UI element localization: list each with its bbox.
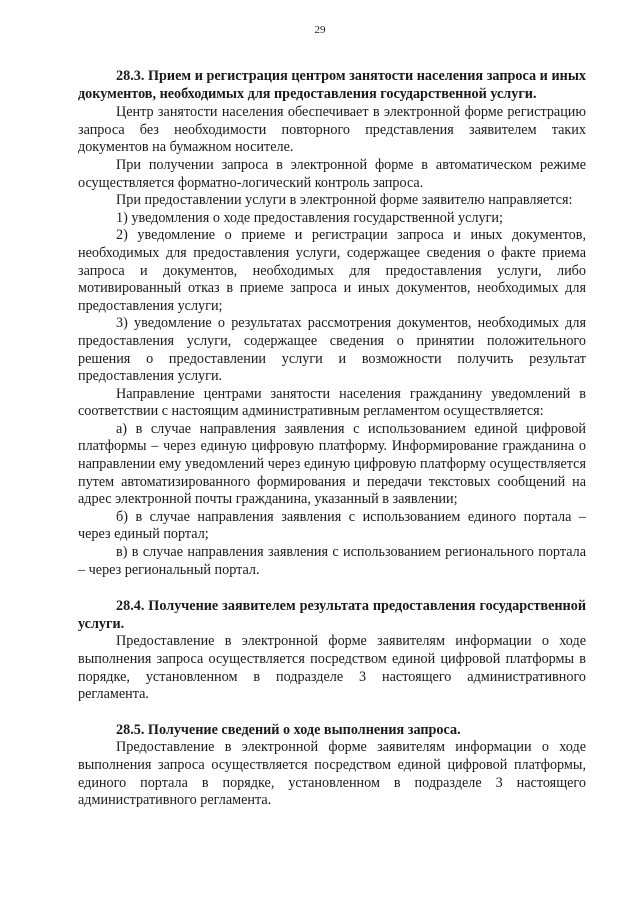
paragraph: При предоставлении услуги в электронной форме заявителю направляется:	[116, 192, 573, 209]
list-item: 2) уведомление о приеме и регистрации запроса и иных документов, необходимых для предоставления услуги, содержащее сведения о факте приема запроса и документов, необходимых для предоставления услуги, либо мотивированный отказ в приеме запроса и иных документов, необходимых для предоставления услуги;	[78, 227, 586, 314]
document-body	[78, 68, 586, 810]
paragraph: Направление центрами занятости населения гражданину уведомлений в соответствии с настоящим административным регламентом осуществляется:	[78, 385, 586, 420]
paragraph: Предоставление в электронной форме заявителям информации о ходе выполнения запроса осуществляется посредством единой цифровой платформы, единого портала в порядке, установленном в подразделе 3 настоящего административного регламента.	[78, 739, 586, 809]
section-28-3	[78, 68, 586, 579]
section-28-4	[78, 598, 586, 704]
section-heading: 28.4. Получение заявителем результата предоставления государственной услуги.	[78, 598, 586, 632]
list-item: 3) уведомление о результатах рассмотрения документов, необходимых для предоставления услуги, содержащее сведения о принятии положительного решения о предоставлении услуги и возможности получить результат предоставления услуги.	[78, 315, 586, 385]
list-item: б) в случае направления заявления с использованием единого портала – через единый портал;	[78, 508, 586, 543]
paragraph: При получении запроса в электронной форме в автоматическом режиме осуществляется форматно-логический контроль запроса.	[78, 156, 586, 191]
list-item: 1) уведомления о ходе предоставления государственной услуги;	[116, 209, 503, 226]
section-heading: 28.3. Прием и регистрация центром занятости населения запроса и иных документов, необходимых для предоставления государственной услуги.	[78, 68, 586, 102]
paragraph: Центр занятости населения обеспечивает в электронной форме регистрацию запроса без необходимости повторного представления заявителем таких документов на бумажном носителе.	[78, 104, 586, 156]
paragraph: Предоставление в электронной форме заявителям информации о ходе выполнения запроса осуществляется посредством единой цифровой платформы в порядке, установленном в подразделе 3 настоящего административного регламента.	[78, 633, 586, 703]
list-item: в) в случае направления заявления с использованием регионального портала – через региональный портал.	[78, 544, 586, 578]
list-item: а) в случае направления заявления с использованием единой цифровой платформы – через единую цифровую платформу. Информирование гражданина о направлении ему уведомлений через единую цифровую платформу осуществляется путем автоматизированного формирования и передачи текстовых сообщений на адрес электронной почты гражданина, указанный в заявлении;	[78, 420, 586, 508]
page-number: 29	[314, 24, 326, 36]
section-heading: 28.5. Получение сведений о ходе выполнения запроса.	[116, 721, 461, 738]
section-28-5	[78, 722, 586, 810]
